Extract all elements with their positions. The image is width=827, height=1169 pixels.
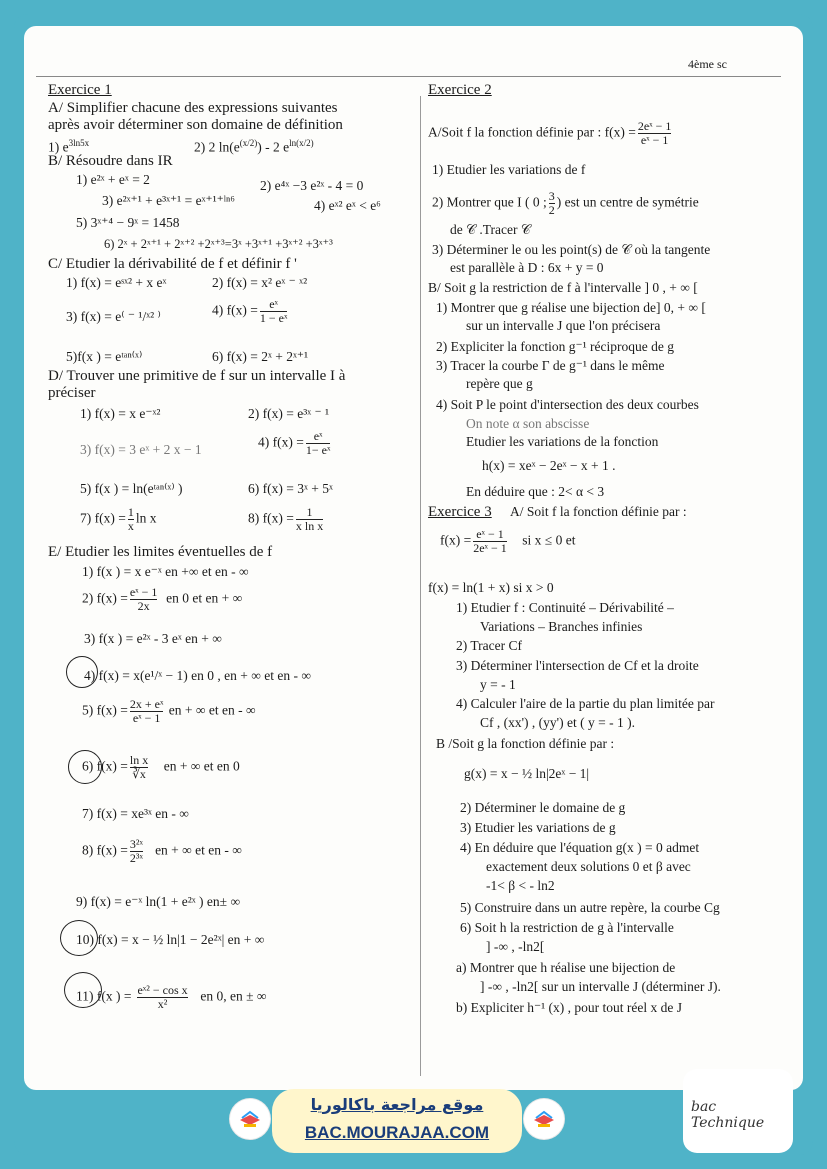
circle-mark-10 [60, 920, 98, 956]
ex1-e-l5: 5) f(x) = $\frac{\text{2x + eˣ}}{\text{eˣ − 1}}$ en + ∞ et en - ∞ [82, 697, 256, 725]
ex3-c4c: -1< β < - ln2 [486, 878, 555, 893]
site-url-link[interactable]: BAC.MOURAJAA.COM [304, 1123, 490, 1142]
ex1-d-p8: 8) f(x) = $\frac{1}{\text{x ln x}}$ [248, 505, 324, 533]
circle-mark-6 [68, 750, 102, 784]
ex1-e-l11: 11) f(x ) = $\frac{\text{eˣ² − cos x}}{\text{x²}}$ en 0, en ± ∞ [76, 983, 267, 1011]
top-rule [36, 76, 781, 77]
ex1-d-head: D/ Trouver une primitive de f sur un intervalle I à [48, 368, 346, 384]
brand-text: bac Technique [691, 1099, 765, 1131]
ex1-a-head: A/ Simplifier chacune des expressions suivantes [48, 100, 338, 116]
ex1-c-f3: 3) f(x) = e⁽ ⁻ ¹/ˣ² ⁾ [66, 309, 161, 324]
ex1-e-l1: 1) f(x ) = x e⁻ˣ en +∞ et en - ∞ [82, 564, 249, 579]
ex1-d-p7: 7) f(x) = $\frac{1}{x}$ ln x [80, 505, 157, 533]
ex2-q2b: de 𝒞 .Tracer 𝒞 [450, 222, 531, 237]
ex3-f-def2: f(x) = ln(1 + x) si x > 0 [428, 580, 554, 595]
exam-sheet [36, 44, 789, 1044]
ex3-cab: ] -∞ , -ln2[ sur un intervalle J (déterminer J). [480, 979, 721, 994]
ex1-d-p5: 5) f(x ) = ln(eᵗᵃⁿ⁽ˣ⁾ ) [80, 481, 183, 496]
ex2-b4c: Etudier les variations de la fonction [466, 434, 659, 449]
site-badge[interactable] [272, 1089, 522, 1153]
document-page [24, 26, 803, 1090]
ex1-e-l3: 3) f(x ) = e²ˣ - 3 eˣ en + ∞ [84, 631, 222, 646]
ex3-a-head: A/ Soit f la fonction définie par : [510, 504, 687, 519]
ex2-b1b: sur un intervalle J que l'on précisera [466, 318, 661, 333]
right-logo-icon [524, 1099, 564, 1139]
ex1-e-l7: 7) f(x) = xe³ˣ en - ∞ [82, 806, 189, 821]
ex1-title: Exercice 1 [48, 82, 112, 98]
ex1-e-l6: 6) f(x) = $\frac{\text{ln x}}{∛x}$ en + ∞ et en 0 [82, 753, 240, 781]
ex2-b2: 2) Expliciter la fonction g⁻¹ réciproque de g [436, 339, 674, 354]
ex1-b-eq1: 1) e²ˣ + eˣ = 2 [76, 172, 150, 187]
circle-mark-4 [66, 656, 98, 688]
column-divider [420, 96, 421, 1076]
ex1-d-head2: préciser [48, 385, 96, 401]
left-logo-icon [230, 1099, 270, 1139]
ex1-c-f5: 5)f(x ) = eᵗᵃⁿ⁽ˣ⁾ [66, 349, 143, 364]
ex1-e-l2: 2) f(x) = $\frac{\text{eˣ − 1}}{2x}$ en 0 et en + ∞ [82, 585, 243, 613]
ex3-a4b: Cf , (xx') , (yy') et ( y = - 1 ). [480, 715, 635, 730]
ex1-e-l8: 8) f(x) = $\frac{\text{3²ˣ}}{\text{2³ˣ}}$ en + ∞ et en - ∞ [82, 837, 242, 865]
ex3-a4: 4) Calculer l'aire de la partie du plan limitée par [456, 696, 715, 711]
ex1-e-l9: 9) f(x) = e⁻ˣ ln(1 + e²ˣ ) en± ∞ [76, 894, 241, 909]
ex2-title: Exercice 2 [428, 82, 492, 98]
ex3-c6: 6) Soit h la restriction de g à l'intervalle [460, 920, 674, 935]
ex1-b-eq2: 2) e⁴ˣ −3 e²ˣ - 4 = 0 [260, 178, 364, 193]
ex3-c5: 5) Construire dans un autre repère, la courbe Cg [460, 900, 720, 915]
bac-technique-logo [683, 1069, 793, 1153]
ex3-c4b: exactement deux solutions 0 et β avec [486, 859, 691, 874]
ex3-ca: a) Montrer que h réalise une bijection de [456, 960, 676, 975]
ex1-d-p1: 1) f(x) = x e⁻ˣ² [80, 406, 161, 421]
ex3-a3: 3) Déterminer l'intersection de Cf et la droite [456, 658, 699, 673]
ex2-b4: 4) Soit P le point d'intersection des deux courbes [436, 397, 699, 412]
ex2-b3b: repère que g [466, 376, 533, 391]
ex3-a1b: Variations – Branches infinies [480, 619, 643, 634]
ex1-b-head: B/ Résoudre dans IR [48, 153, 173, 169]
ex1-b-eq6: 6) 2ˣ + 2ˣ⁺¹ + 2ˣ⁺² +2ˣ⁺³=3ˣ +3ˣ⁺¹ +3ˣ⁺² +3ˣ⁺³ [104, 237, 333, 251]
ex1-b-eq3: 3) e²ˣ⁺¹ + e³ˣ⁺¹ = eˣ⁺¹⁺ˡⁿ⁶ [102, 193, 235, 208]
ex1-d-p6: 6) f(x) = 3ˣ + 5ˣ [248, 481, 333, 496]
ex3-g-def: g(x) = x − ½ ln|2eˣ − 1| [464, 766, 590, 781]
ex3-c3: 3) Etudier les variations de g [460, 820, 616, 835]
ex2-q3b: est parallèle à D : 6x + y = 0 [450, 260, 604, 275]
ex3-cb: b) Expliciter h⁻¹ (x) , pour tout réel x de J [456, 1000, 682, 1015]
ex2-b1: 1) Montrer que g réalise une bijection de] 0, + ∞ [ [436, 300, 706, 315]
ex3-c2: 2) Déterminer le domaine de g [460, 800, 626, 815]
ex1-a-item1: 1) $e^{3ln5x}$ [48, 138, 90, 155]
ex1-a-head2: après avoir déterminer son domaine de définition [48, 117, 343, 133]
site-name-arabic[interactable]: موقع مراجعة باكالوريا [310, 1095, 484, 1114]
ex1-d-p4: 4) f(x) = $\frac{\text{eˣ}}{\text{1− eˣ}}$ [258, 429, 331, 457]
circle-mark-11 [64, 972, 102, 1008]
ex1-a-item2: 2) 2 $\ln(e^{(x/2)}) - 2$ $e^{ln(x/2)}$ [194, 138, 314, 155]
ex1-e-l10: 10) f(x) = x − ½ ln|1 − 2e²ˣ| en + ∞ [76, 932, 265, 947]
ex3-title: Exercice 3 [428, 504, 492, 520]
ex1-c-f6: 6) f(x) = 2ˣ + 2ˣ⁺¹ [212, 349, 309, 364]
ex1-b-eq4: 4) eˣ² eˣ < e⁶ [314, 198, 381, 213]
ex1-e-l4: 4) f(x) = x(e¹/ˣ − 1) en 0 , en + ∞ et en - ∞ [84, 668, 311, 683]
ex3-f-def1: f(x) = $\frac{\text{eˣ − 1}}{\text{2eˣ − 1}}$ si x ≤ 0 et [440, 527, 576, 555]
ex2-b4d: h(x) = xeˣ − 2eˣ − x + 1 . [482, 458, 616, 473]
ex3-c4: 4) En déduire que l'équation g(x ) = 0 admet [460, 840, 700, 855]
ex2-b3: 3) Tracer la courbe Γ de g⁻¹ dans le même [436, 358, 665, 373]
ex3-a1: 1) Etudier f : Continuité – Dérivabilité – [456, 600, 674, 615]
ex2-q3: 3) Déterminer le ou les point(s) de 𝒞 où la tangente [432, 242, 711, 257]
ex2-q2: 2) Montrer que I ( 0 ; $\frac{3}{2}$ ) est un centre de symétrie [432, 189, 699, 217]
ex1-c-f2: 2) f(x) = x² eˣ ⁻ ˣ² [212, 275, 308, 290]
ex1-e-head: E/ Etudier les limites éventuelles de f [48, 544, 273, 560]
ex2-q1: 1) Etudier les variations de f [432, 162, 586, 177]
ex2-b-head: B/ Soit g la restriction de f à l'intervalle ] 0 , + ∞ [ [428, 280, 698, 295]
ex1-d-p2: 2) f(x) = e³ˣ ⁻ ¹ [248, 406, 330, 421]
ex1-d-p3: 3) f(x) = 3 eˣ + 2 x − 1 [80, 442, 202, 457]
ex2-a-head: A/Soit f la fonction définie par : f(x) = $\frac{\text{2eˣ − 1}}{\text{eˣ − 1}}$ [428, 119, 672, 147]
ex1-b-eq5: 5) 3ˣ⁺⁴ − 9ˣ = 1458 [76, 215, 180, 230]
ex2-b4b: On note α son abscisse [466, 416, 590, 431]
ex1-c-head: C/ Etudier la dérivabilité de f et définir f ' [48, 256, 297, 272]
ex3-b-head: B /Soit g la fonction définie par : [436, 736, 615, 751]
ex3-a3b: y = - 1 [480, 677, 516, 692]
ex3-c6b: ] -∞ , -ln2[ [486, 939, 545, 954]
ex2-b4e: En déduire que : 2< α < 3 [466, 484, 605, 499]
ex3-a2: 2) Tracer Cf [456, 638, 522, 653]
level-label: 4ème sc [688, 57, 727, 71]
ex1-c-f1: 1) f(x) = eˢˣ² + x eˣ [66, 275, 167, 290]
ex1-c-f4: 4) f(x) = $\frac{\text{eˣ}}{\text{1 − eˣ}}$ [212, 297, 288, 325]
